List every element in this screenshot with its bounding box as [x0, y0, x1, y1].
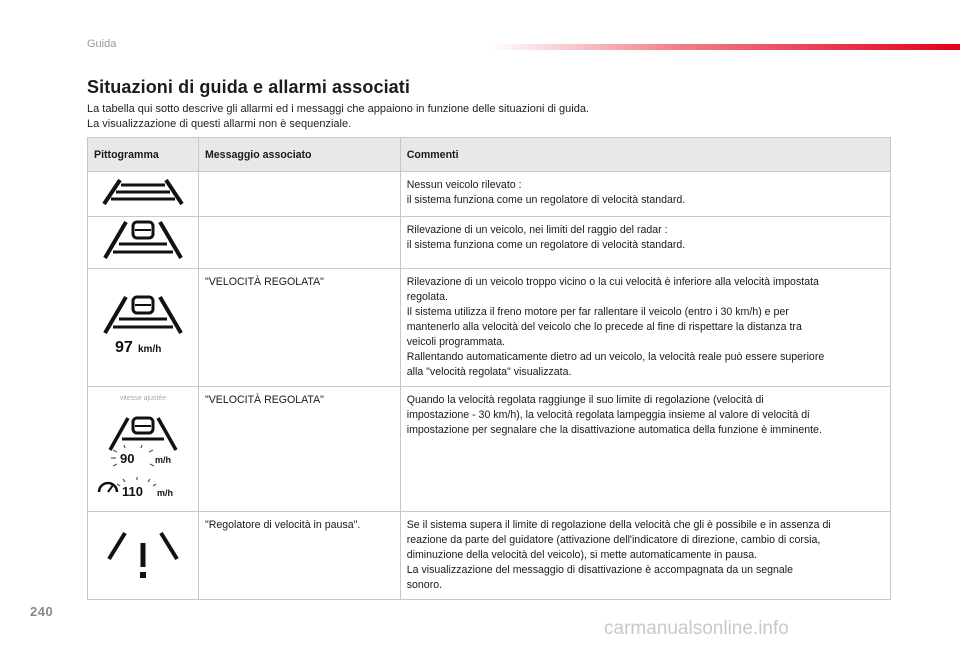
table-row	[88, 269, 891, 387]
comment-line: diminuzione della velocità del veicolo), si mette automaticamente in pausa.	[406, 549, 758, 561]
header-accent-bar	[490, 44, 960, 50]
intro-line: La tabella qui sotto descrive gli allarmi ed i messaggi che appaiono in funzione delle situazioni di guida.	[87, 103, 590, 115]
table-header-row	[88, 138, 891, 172]
comment-line: Se il sistema supera il limite di regolazione della velocità che gli è possibile e in assenza di	[406, 519, 831, 531]
message-cell	[198, 172, 400, 217]
message-cell: "VELOCITÀ REGOLATA"	[198, 269, 400, 387]
road-lanes-icon	[98, 174, 188, 210]
comment-line: veicoli programmata.	[406, 336, 506, 348]
pictogram-cell	[88, 387, 199, 512]
pictogram-unit: km/h	[137, 344, 162, 355]
pictogram-caption: vitesse ajustée	[119, 394, 167, 402]
message-cell	[198, 217, 400, 269]
comment-line: il sistema funziona come un regolatore di velocità standard.	[406, 194, 686, 206]
comment-cell	[400, 172, 890, 217]
table-row	[88, 172, 891, 217]
comment-line: Quando la velocità regolata raggiunge il suo limite di regolazione (velocità di	[406, 394, 764, 406]
column-header-comments: Commenti	[400, 138, 890, 172]
comment-line: Rilevazione di un veicolo, nei limiti del raggio del radar :	[406, 224, 668, 236]
warning-exclamation-icon	[98, 525, 188, 581]
column-header-pictogram: Pittogramma	[88, 138, 199, 172]
comment-cell	[400, 387, 890, 512]
comment-line: Il sistema utilizza il freno motore per far rallentare il veicolo (entro i 30 km/h) e per	[406, 306, 789, 318]
comment-cell	[400, 269, 890, 387]
comment-line: il sistema funziona come un regolatore di velocità standard.	[406, 239, 686, 251]
comment-line: regolata.	[406, 291, 448, 303]
comment-line: reazione da parte del guidatore (attivazione dell'indicatore di direzione, cambio di corsia,	[406, 534, 821, 546]
pictogram-unit: m/h	[154, 454, 171, 465]
pictogram-cell	[88, 172, 199, 217]
comment-line: impostazione - 30 km/h), la velocità regolata lampeggia insieme al valore di velocità di	[406, 409, 810, 421]
comment-cell	[400, 217, 890, 269]
pictogram-speed: 90	[119, 450, 135, 466]
comment-line: Rallentando automaticamente dietro ad un veicolo, la velocità reale può essere superiore	[406, 351, 825, 363]
vehicle-detected-icon	[98, 218, 188, 262]
page-title: Situazioni di guida e allarmi associati	[87, 77, 410, 97]
message-cell: "VELOCITÀ REGOLATA"	[198, 387, 400, 512]
warnings-table	[87, 137, 891, 600]
speedometer-icon	[99, 483, 117, 492]
page-number: 240	[30, 604, 54, 619]
comment-line: impostazione per segnalare che la disattivazione automatica della funzione è imminente.	[406, 424, 822, 436]
watermark: carmanualsonline.info	[604, 618, 789, 639]
intro-text	[87, 102, 589, 132]
pictogram-cell	[88, 269, 199, 387]
comment-line: mantenerlo alla velocità del veicolo che lo precede al fine di rispettare la distanza tra	[406, 321, 802, 333]
comment-line: Rilevazione di un veicolo troppo vicino o la cui velocità è inferiore alla velocità impostata	[406, 276, 819, 288]
column-header-message: Messaggio associato	[198, 138, 400, 172]
section-header: Guida	[87, 38, 117, 50]
table-row	[88, 387, 891, 512]
pictogram-speed: 97	[114, 339, 133, 356]
table-row	[88, 217, 891, 269]
comment-line: alla "velocità regolata" visualizzata.	[406, 366, 572, 378]
comment-line: Nessun veicolo rilevato :	[406, 179, 522, 191]
vehicle-speed-icon	[98, 293, 188, 357]
comment-line: La visualizzazione del messaggio di disattivazione è accompagnata da un segnale	[406, 564, 794, 576]
comment-cell	[400, 512, 890, 600]
pictogram-unit: m/h	[156, 487, 173, 498]
comment-line: sonoro.	[406, 579, 443, 591]
pictogram-cell	[88, 217, 199, 269]
intro-line: La visualizzazione di questi allarmi non è sequenziale.	[87, 118, 352, 130]
table-row	[88, 512, 891, 600]
pictogram-speed-set: 110	[121, 483, 143, 499]
adjusted-speed-icon	[93, 388, 193, 506]
message-cell: "Regolatore di velocità in pausa".	[198, 512, 400, 600]
pictogram-cell	[88, 512, 199, 600]
